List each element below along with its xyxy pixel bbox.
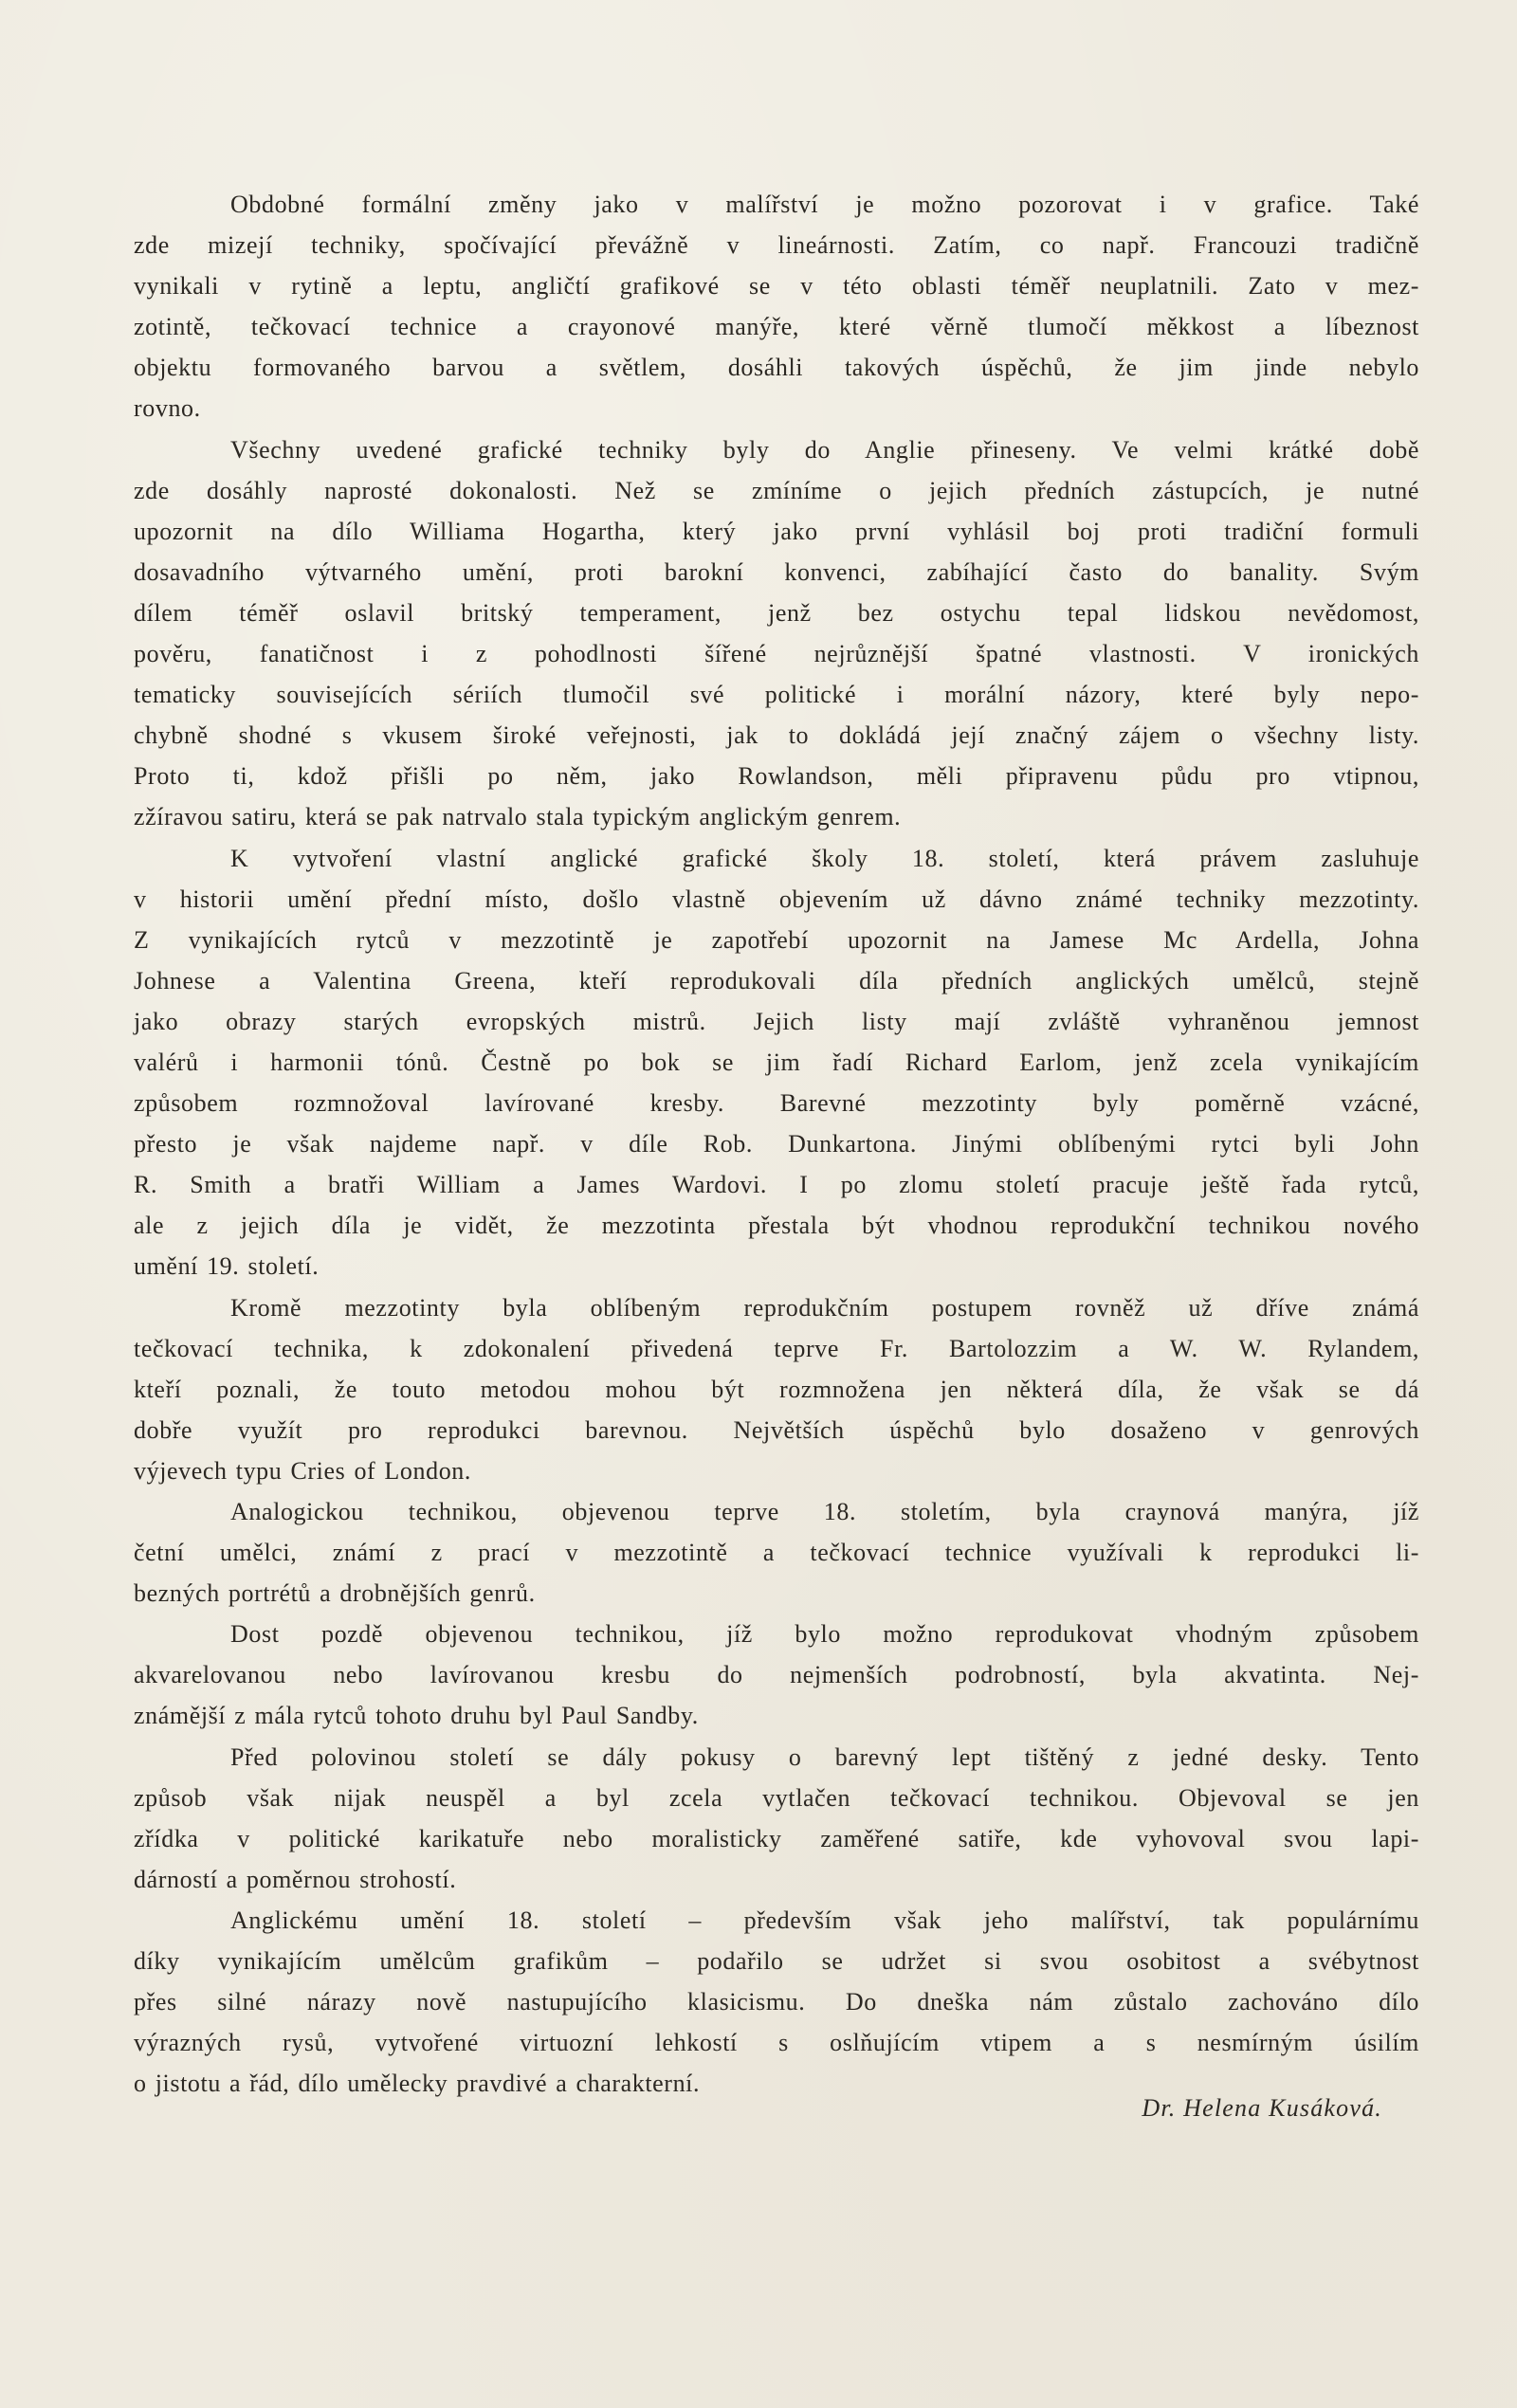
- text-line: akvarelovanou nebo lavírovanou kresbu do nejmenších podrobností, byla akvatinta. Nej-: [134, 1661, 1419, 1689]
- text-line: výjevech typu Cries of London.: [134, 1456, 471, 1485]
- text-line: K vytvoření vlastní anglické grafické školy 18. století, která právem zasluhuje: [230, 844, 1419, 872]
- text-line: Obdobné formální změny jako v malířství je možno pozorovat i v grafice. Také: [230, 191, 1419, 218]
- text-line: rovno.: [134, 394, 201, 423]
- text-line: dobře využít pro reprodukci barevnou. Největších úspěchů bylo dosaženo v genrových: [134, 1415, 1419, 1444]
- text-line: Analogickou technikou, objevenou teprve 18. stoletím, byla craynová manýra, jíž: [230, 1498, 1419, 1525]
- text-line: bezných portrétů a drobnějších genrů.: [134, 1579, 536, 1608]
- text-line: v historii umění přední místo, došlo vlastně objevením už dávno známé techniky mezzotinty.: [134, 885, 1419, 913]
- text-line: díky vynikajícím umělcům grafikům – podařilo se udržet si svou osobitost a svébytnost: [134, 1947, 1419, 1976]
- text-line: Před polovinou století se dály pokusy o barevný lept tištěný z jedné desky. Tento: [230, 1742, 1419, 1771]
- text-line: zřídka v politické karikatuře nebo moralisticky zaměřené satiře, kde vyhovoval svou lapi-: [134, 1824, 1419, 1852]
- text-line: umění 19. století.: [134, 1252, 320, 1281]
- text-line: Anglickému umění 18. století – především však jeho malířství, tak populárnímu: [230, 1906, 1419, 1934]
- author-signature: Dr. Helena Kusáková.: [1142, 2094, 1382, 2122]
- text-line: přes silné nárazy nově nastupujícího klasicismu. Do dneška nám zůstalo zachováno dílo: [134, 1988, 1419, 2016]
- text-line: Všechny uvedené grafické techniky byly do Anglie přineseny. Ve velmi krátké době: [230, 435, 1419, 464]
- text-line: známější z mála rytců tohoto druhu byl Paul Sandby.: [134, 1702, 699, 1730]
- text-line: objektu formovaného barvou a světlem, dosáhli takových úspěchů, že jim jinde nebylo: [134, 354, 1419, 382]
- text-line: Dost pozdě objevenou technikou, jíž bylo možno reprodukovat vhodným způsobem: [230, 1620, 1419, 1649]
- text-line: zde dosáhly naprosté dokonalosti. Než se zmíníme o jejich předních zástupcích, je nutné: [134, 476, 1419, 504]
- paragraph: [134, 1287, 1419, 1491]
- text-line: o jistotu a řád, dílo umělecky pravdivé a charakterní.: [134, 2070, 701, 2098]
- text-line: dárností a poměrnou strohostí.: [134, 1865, 457, 1893]
- text-line: Proto ti, kdož přišli po něm, jako Rowlandson, měli připravenu půdu pro vtipnou,: [134, 762, 1419, 791]
- text-line: upozornit na dílo Williama Hogartha, který jako první vyhlásil boj proti tradiční formuli: [134, 517, 1419, 545]
- text-line: zžíravou satiru, která se pak natrvalo stala typickým anglickým genrem.: [134, 803, 902, 831]
- paragraph: [134, 1737, 1419, 1900]
- text-line: Johnese a Valentina Greena, kteří reprodukovali díla předních anglických umělců, stejně: [134, 966, 1419, 994]
- text-line: způsobem rozmnožoval lavírované kresby. Barevné mezzotinty byly poměrně vzácné,: [134, 1089, 1419, 1118]
- text-line: jako obrazy starých evropských mistrů. Jejich listy mají zvláště vyhraněnou jemnost: [134, 1007, 1419, 1035]
- text-line: četní umělci, známí z prací v mezzotintě a tečkovací technice využívali k reprodukci li-: [134, 1539, 1419, 1567]
- article-body: [134, 184, 1419, 2104]
- text-line: výrazných rysů, vytvořené virtuozní lehkostí s oslňujícím vtipem a s nesmírným úsilím: [134, 2029, 1419, 2057]
- text-line: zde mizejí techniky, spočívající převážně v lineárnosti. Zatím, co např. Francouzi tradičně: [134, 231, 1419, 260]
- text-line: zotintě, tečkovací technice a crayonové manýře, které věrně tlumočí měkkost a líbeznost: [134, 313, 1419, 341]
- paragraph: [134, 184, 1419, 429]
- text-line: dílem téměř oslavil britský temperament, jenž bez ostychu tepal lidskou nevědomost,: [134, 598, 1419, 627]
- text-line: Kromě mezzotinty byla oblíbeným reprodukčním postupem rovněž už dříve známá: [230, 1293, 1419, 1322]
- text-line: R. Smith a bratři William a James Wardovi. I po zlomu století pracuje ještě řada rytců,: [134, 1171, 1419, 1199]
- text-line: tematicky souvisejících sériích tlumočil své politické i morální názory, které byly nepo-: [134, 681, 1419, 709]
- text-line: způsob však nijak neuspěl a byl zcela vytlačen tečkovací technikou. Objevoval se jen: [134, 1783, 1419, 1812]
- text-line: chybně shodné s vkusem široké veřejnosti, jak to dokládá její značný zájem o všechny listy.: [134, 721, 1419, 750]
- paragraph: [134, 838, 1419, 1287]
- text-line: přesto je však najdeme např. v díle Rob. Dunkartona. Jinými oblíbenými rytci byli John: [134, 1130, 1419, 1158]
- text-line: kteří poznali, že touto metodou mohou být rozmnožena jen některá díla, že však se dá: [134, 1375, 1419, 1403]
- paragraph: [134, 1900, 1419, 2104]
- text-line: Z vynikajících rytců v mezzotintě je zapotřebí upozornit na Jamese Mc Ardella, Johna: [134, 925, 1419, 954]
- text-line: vynikali v rytině a leptu, angličtí grafikové se v této oblasti téměř neuplatnili. Zato v mez-: [134, 272, 1419, 301]
- text-line: tečkovací technika, k zdokonalení přivedená teprve Fr. Bartolozzim a W. W. Rylandem,: [134, 1334, 1419, 1362]
- text-line: valérů i harmonii tónů. Čestně po bok se jim řadí Richard Earlom, jenž zcela vynikajícím: [134, 1048, 1419, 1076]
- text-line: ale z jejich díla je vidět, že mezzotinta přestala být vhodnou reprodukční technikou nového: [134, 1212, 1419, 1240]
- paragraph: [134, 429, 1419, 838]
- paragraph: [134, 1491, 1419, 1614]
- text-line: pověru, fanatičnost i z pohodlnosti šířené nejrůznější špatné vlastnosti. V ironických: [134, 640, 1419, 668]
- paragraph: [134, 1614, 1419, 1736]
- text-line: dosavadního výtvarného umění, proti barokní konvenci, zabíhající často do banality. Svým: [134, 557, 1419, 586]
